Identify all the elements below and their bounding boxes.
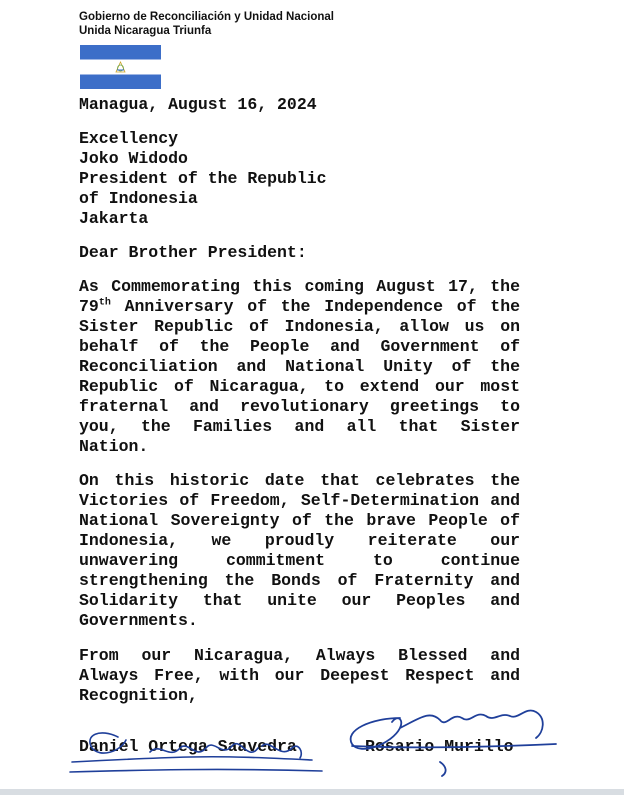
signatory-name-left: Daniel Ortega Saavedra bbox=[79, 737, 297, 756]
letterhead-line-2: Unida Nicaragua Triunfa bbox=[79, 25, 212, 37]
body-paragraph-3: From our Nicaragua, Always Blessed and Always Free, with our Deepest Respect and Recognition, bbox=[79, 646, 520, 705]
letter-date: Managua, August 16, 2024 bbox=[79, 95, 317, 114]
addressee-block bbox=[79, 129, 327, 229]
body-paragraph-1 bbox=[79, 277, 520, 457]
letterhead-line-1: Gobierno de Reconciliación y Unidad Nacional bbox=[79, 11, 334, 23]
body-paragraph-2: On this historic date that celebrates the Victories of Freedom, Self-Determination and National Sovereignty of the brave People of Indonesia, we proudly reiterate our unwavering commitment to continue strengthening the Bonds of Fraternity and Solidarity that unite our Peoples and Governments. bbox=[79, 471, 520, 630]
addressee-line: Jakarta bbox=[79, 209, 149, 228]
addressee-line: Joko Widodo bbox=[79, 149, 188, 168]
ordinal-suffix: th bbox=[98, 297, 111, 309]
paragraph-text: As Commemorating this coming August 17, the 79 bbox=[79, 277, 520, 316]
signature-names bbox=[79, 737, 539, 757]
signatory-name-right: Rosario Murillo bbox=[365, 737, 514, 756]
nicaragua-flag-icon bbox=[80, 45, 161, 89]
paragraph-text: Anniversary of the Independence of the Sister Republic of Indonesia, allow us on behalf of the People and Government of Reconciliation and National Unity of the Republic of Nicaragua, to extend our most fraternal and revolutionary greetings to you, the Families and all that Sister Nation. bbox=[79, 297, 520, 456]
salutation: Dear Brother President: bbox=[79, 243, 307, 262]
letterhead bbox=[79, 10, 399, 38]
addressee-line: Excellency bbox=[79, 129, 179, 148]
addressee-line: of Indonesia bbox=[79, 189, 198, 208]
addressee-line: President of the Republic bbox=[79, 169, 327, 188]
page-bottom-edge bbox=[0, 789, 624, 795]
